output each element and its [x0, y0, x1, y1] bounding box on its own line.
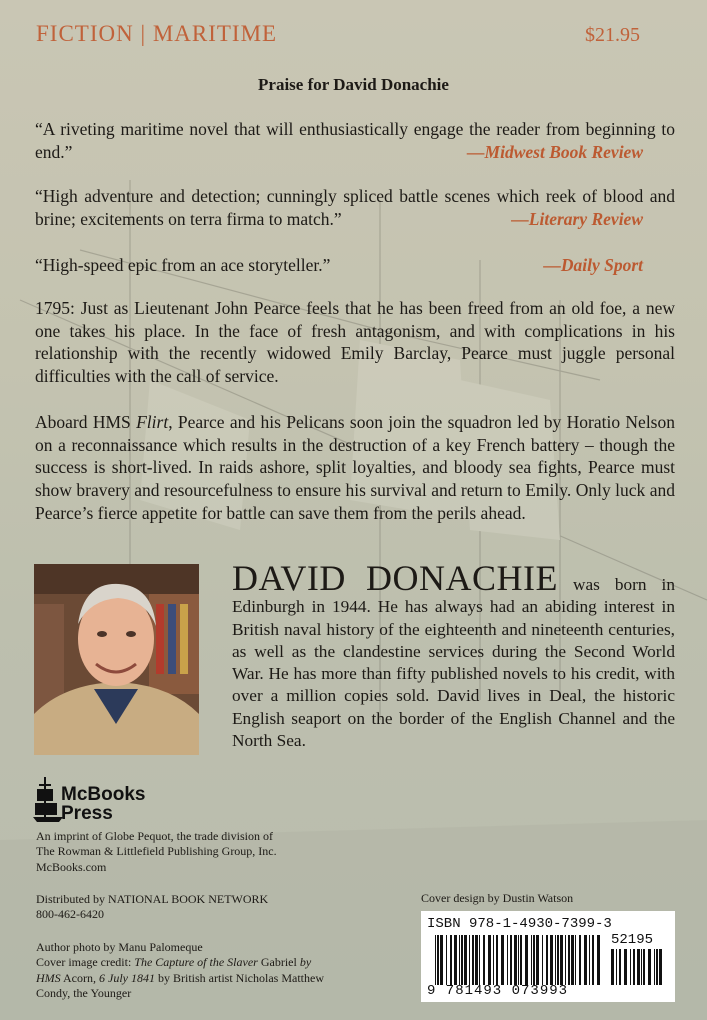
para-text: , Pearce and his Pelicans soon join the squadron led by Horatio Nelson on a reconnaissance which results in the destruction of a key French battery – though the success is short-lived. In raids ashore, split loyalties, and bloody sea fights, Pearce must show bravery and resourcefulness to ensure his survival and return to Emily. Only luck and Pearce’s fierce appetite for battle can save them from the perils ahead. [35, 412, 675, 523]
publisher-website: McBooks.com [36, 859, 107, 874]
isbn-barcode [421, 911, 675, 1002]
quote-text: “High adventure and detection; cunningly spliced battle scenes which reek of blood and brine; excitements on terra firma to match.” [35, 186, 675, 229]
review-quote-1 [35, 118, 675, 163]
cover-design-credit: Cover design by Dustin Watson [421, 891, 574, 905]
review-quote-2 [35, 185, 675, 230]
quote-source: —Midwest Book Review [467, 141, 643, 162]
author-photo [34, 564, 199, 755]
review-quote-3 [35, 254, 675, 277]
logo-line-1: McBooks [61, 784, 146, 805]
addon-barcode-bars [611, 949, 666, 985]
description-paragraph-1: 1795: Just as Lieutenant John Pearce feels that he has been freed from an old foe, a new one takes his place. In the face of fresh antagonism, and with complications in his relationship with the recently widowed Emily Barclay, Pearce must juggle personal difficulties with the call of service. [35, 298, 675, 387]
imprint-info [36, 829, 277, 875]
imprint-line-1: An imprint of Globe Pequot, the trade division of [36, 829, 273, 843]
distributor-phone: 800-462-6420 [36, 907, 104, 922]
quote-source: —Literary Review [511, 208, 643, 229]
credits-info [36, 940, 376, 1001]
genre-label: FICTION | MARITIME [36, 21, 278, 46]
price-label: $21.95 [585, 24, 640, 46]
barcode-number: 9 781493 073993 [427, 983, 569, 999]
cover-image-credit: Cover image credit: The Capture of the Slaver Gabriel by HMS Acorn, 6 July 1841 by British artist Nicholas Matthew Condy, the Younger [36, 955, 324, 1000]
barcode-bars [435, 935, 600, 985]
quote-source: —Daily Sport [543, 255, 643, 275]
author-photo-credit: Author photo by Manu Palomeque [36, 940, 203, 954]
distributor-info [36, 892, 268, 923]
quote-text: “A riveting maritime novel that will enthusiastically engage the reader from beginning to end.” [35, 119, 675, 162]
ship-name: Flirt [136, 412, 169, 432]
price-code-text: 52195 [611, 932, 654, 948]
quote-text: “High-speed epic from an ace storyteller.” [35, 255, 331, 275]
mcbooks-press-logo [33, 775, 173, 825]
author-bio [232, 560, 675, 752]
para-text: Aboard HMS [35, 412, 137, 432]
isbn-text: ISBN 978-1-4930-7399-3 [427, 916, 612, 932]
logo-line-2: Press [61, 803, 113, 824]
distributor-line: Distributed by NATIONAL BOOK NETWORK [36, 892, 269, 906]
ship-logo-icon [33, 775, 63, 823]
description-paragraph-2 [35, 411, 675, 525]
author-name: DAVID DONACHIE [232, 558, 558, 598]
imprint-line-2: The Rowman & Littlefield Publishing Group, Inc. [36, 844, 277, 859]
praise-heading: Praise for David Donachie [258, 75, 449, 94]
bio-text: was born in Edinburgh in 1944. He has always had an abiding interest in British naval history of the eighteenth and nineteenth centuries, as well as the clandestine services during the Second World War. He has more than fifty published novels to his credit, with over a million copies sold. David lives in Deal, the historic English seaport on the border of the English Channel and the North Sea. [232, 575, 675, 751]
